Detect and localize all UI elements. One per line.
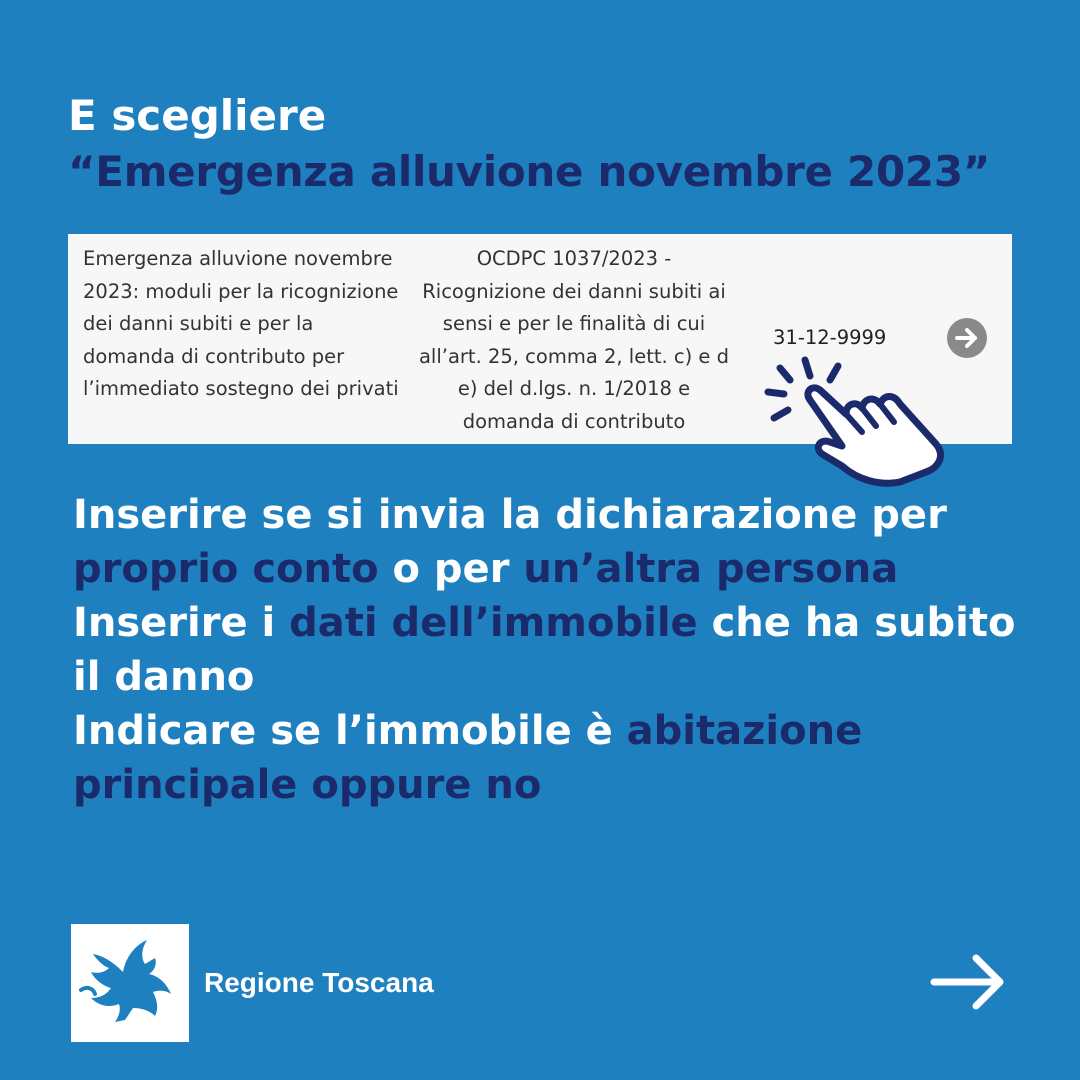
heading bbox=[68, 88, 990, 200]
pegasus-logo-icon bbox=[71, 924, 189, 1042]
brand-name: Regione Toscana bbox=[204, 967, 434, 998]
instruction-3-text-a: Indicare se l’immobile è bbox=[73, 708, 627, 754]
arrow-right-circle-icon[interactable] bbox=[947, 318, 987, 358]
arrow-right-icon[interactable] bbox=[928, 950, 1010, 1014]
instruction-1-text-a: Inserire se si invia la dichiarazione per bbox=[73, 492, 947, 538]
instruction-2-text-a: Inserire i bbox=[73, 600, 290, 646]
instruction-1-highlight-1: proprio conto bbox=[73, 546, 379, 592]
instruction-3 bbox=[73, 704, 1033, 812]
instruction-2 bbox=[73, 596, 1033, 704]
instruction-1-text-b: o per bbox=[378, 546, 524, 592]
instruction-1-highlight-2: un’altra persona bbox=[523, 546, 899, 592]
instruction-1 bbox=[73, 488, 1033, 596]
logo bbox=[71, 924, 189, 1042]
instruction-2-text-b: che ha subito il danno bbox=[73, 600, 1016, 700]
heading-line-2: “Emergenza alluvione novembre 2023” bbox=[68, 147, 991, 196]
pointing-hand-icon bbox=[760, 352, 950, 492]
heading-line-1: E scegliere bbox=[68, 91, 327, 140]
row-date: 31-12-9999 bbox=[773, 326, 887, 349]
row-title: OCDPC 1037/2023 - Ricognizione dei danni subiti ai sensi e per le finalità di cui all’art. 25, comma 2, lett. c) e d e) del d.lgs. n. 1/2018 e domanda di contributo bbox=[418, 247, 729, 433]
instruction-2-highlight: dati dell’immobile bbox=[289, 600, 698, 646]
row-description: Emergenza alluvione novembre 2023: moduli per la ricognizione dei danni subiti e per la domanda di contributo per l’immediato sostegno dei privati bbox=[83, 247, 399, 400]
instruction-3-highlight: abitazione principale oppure no bbox=[73, 708, 863, 808]
instructions bbox=[73, 488, 1033, 812]
